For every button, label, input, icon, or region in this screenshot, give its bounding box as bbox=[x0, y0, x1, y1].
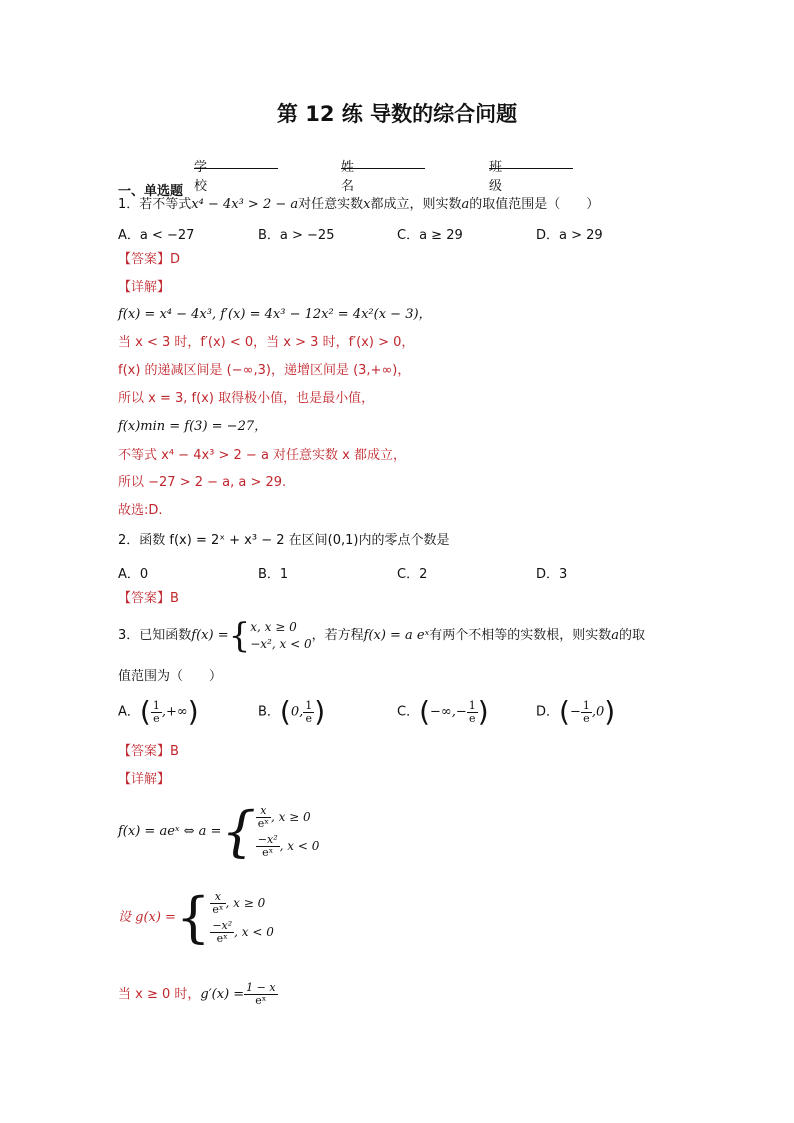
q1-detail-tag: 【详解】 bbox=[118, 280, 171, 295]
q1-detail-line-3: f(x) 的递减区间是 (−∞,3)，递增区间是 (3,+∞)， bbox=[118, 363, 411, 378]
section-title: 一、单选题 bbox=[118, 184, 184, 199]
q2-option-a[interactable]: A．0 bbox=[118, 567, 149, 582]
q3-answer: 【答案】B bbox=[118, 744, 179, 759]
q1-option-a[interactable]: A．a < −27 bbox=[118, 228, 195, 243]
q1-detail-line-1: f(x) = x⁴ − 4x³, f′(x) = 4x³ − 12x² = 4x²(x − 3)， bbox=[118, 307, 432, 322]
class-blank[interactable] bbox=[489, 156, 573, 169]
q1-detail-line-5: f(x)min = f(3) = −27， bbox=[118, 419, 268, 434]
q1-detail-line-7: 所以 −27 > 2 − a, a > 29. bbox=[118, 475, 287, 490]
q1-detail-line-2: 当 x < 3 时，f′(x) < 0，当 x > 3 时，f′(x) > 0， bbox=[118, 335, 415, 350]
q1-option-b[interactable]: B．a > −25 bbox=[258, 228, 335, 243]
q3-option-a[interactable]: A．( $\frac{1}{e}$ ,+∞) bbox=[118, 695, 199, 728]
q2-answer: 【答案】B bbox=[118, 591, 179, 606]
q2-option-b[interactable]: B．1 bbox=[258, 567, 289, 582]
q1-option-d[interactable]: D．a > 29 bbox=[536, 228, 603, 243]
q1-detail-line-4: 所以 x = 3, f(x) 取得极小值，也是最小值， bbox=[118, 391, 375, 406]
question-2-stem: 2．函数 f(x) = 2ˣ + x³ − 2 在区间(0,1)内的零点个数是 bbox=[118, 533, 450, 548]
q3-option-b[interactable]: B．(0, $\frac{1}{e}$ ) bbox=[258, 695, 326, 728]
q3-detail-equivalence: f(x) = aeˣ ⇔ a ={ $\frac{x}{\text{eˣ}}$ , x ≥ 0 $\frac{\text{−x²}}{\text{eˣ}}$ , x < 0 bbox=[118, 799, 320, 863]
q1-answer: 【答案】D bbox=[118, 252, 181, 267]
q1-detail-line-8: 故选:D. bbox=[118, 503, 163, 518]
question-3-stem: 3．已知函数f(x) ={ x, x ≥ 0 −x², x < 0 ，若方程f(x) = a eˣ有两个不相等的实数根，则实数a的取 bbox=[118, 615, 646, 656]
q3-detail-define-g: 设 g(x) ={ $\frac{x}{\text{eˣ}}$ , x ≥ 0 $\frac{\text{−x²}}{\text{eˣ}}$ , x < 0 bbox=[118, 885, 274, 949]
question-3-stem-cont: 值范围为（ ） bbox=[118, 669, 223, 684]
school-blank[interactable] bbox=[194, 156, 278, 169]
q2-option-d[interactable]: D．3 bbox=[536, 567, 568, 582]
q2-option-c[interactable]: C．2 bbox=[397, 567, 428, 582]
name-blank[interactable] bbox=[341, 156, 425, 169]
q3-option-d[interactable]: D．(− $\frac{1}{e}$ ,0) bbox=[536, 695, 616, 728]
q3-option-c[interactable]: C．(−∞,− $\frac{1}{e}$ ) bbox=[397, 695, 489, 728]
page-title: 第 12 练 导数的综合问题 bbox=[276, 102, 518, 126]
q3-detail-tag: 【详解】 bbox=[118, 772, 171, 787]
piecewise-brace-icon: { bbox=[228, 615, 251, 656]
piecewise-cases: x, x ≥ 0 −x², x < 0 bbox=[250, 619, 312, 651]
q1-option-c[interactable]: C．a ≥ 29 bbox=[397, 228, 463, 243]
piecewise-brace-icon: { bbox=[221, 799, 256, 863]
q3-detail-derivative: 当 x ≥ 0 时，g′(x) = $\frac{1 - x}{\text{eˣ}}$ bbox=[118, 981, 276, 1007]
document-page: 第 12 练 导数的综合问题 学校 姓名 班级 一、单选题 1．若不等式x⁴ − 4x³ > 2 − a对任意实数x都成立，则实数a的取值范围是（ ） A．a < −27 B．a > −25 C．a ≥ 29 D．a > 29 【答案】D 【详解】 f(x) = x⁴ − 4x³, f′(x) = 4x³ − 12x² = 4x²(x − 3)， 当 x < 3 时，f′(x) < 0，当 x > 3 时，f′(x) > 0， f(x) 的递减区间是 (−∞,3)，递增区间是 (3,+∞)， 所以 x = 3, f(x) 取得极小值，也是最小值， f(x)min = f(3) = −27， 不等式 x⁴ − 4x³ > 2 − a 对任意实数 x 都成立， 所以 −27 > 2 − a, a > 29. 故选:D. 2．函数 f(x) = 2ˣ + x³ − 2 在区间(0,1)内的零点个数是 A．0 B．1 C．2 D．3 【答案】B 3．已知函数f(x) ={ x, x ≥ 0 −x², x < 0 ，若方程f(x) = a eˣ有两个不相等的实数根，则实数a的取 值范围为（ ） A．( $\frac{1}{e}$ ,+∞) B．(0, $\frac{1}{e}$ ) C．(−∞,− $\frac{1}{e}$ ) D．(− $\frac{1}{e}$ ,0) 【答案】B 【详解】 f(x) = aeˣ ⇔ a ={ $\frac{x}{\text{eˣ}}$ , x ≥ 0 $\frac{\text{−x²}}{\text{eˣ}}$ , x < 0 设 g(x) ={ $\frac{x}{\text{eˣ}}$ , x ≥ 0 $\frac{\text{−x²}}{\text{eˣ}}$ , x < 0 当 x ≥ 0 时，g′(x) = $\frac{1 - x}{\text{eˣ}}$ bbox=[0, 0, 794, 1123]
q1-detail-line-6: 不等式 x⁴ − 4x³ > 2 − a 对任意实数 x 都成立， bbox=[118, 448, 407, 463]
piecewise-brace-icon: { bbox=[175, 885, 211, 949]
question-1-stem: 1．若不等式x⁴ − 4x³ > 2 − a对任意实数x都成立，则实数a的取值范围是（ ） bbox=[118, 197, 600, 212]
